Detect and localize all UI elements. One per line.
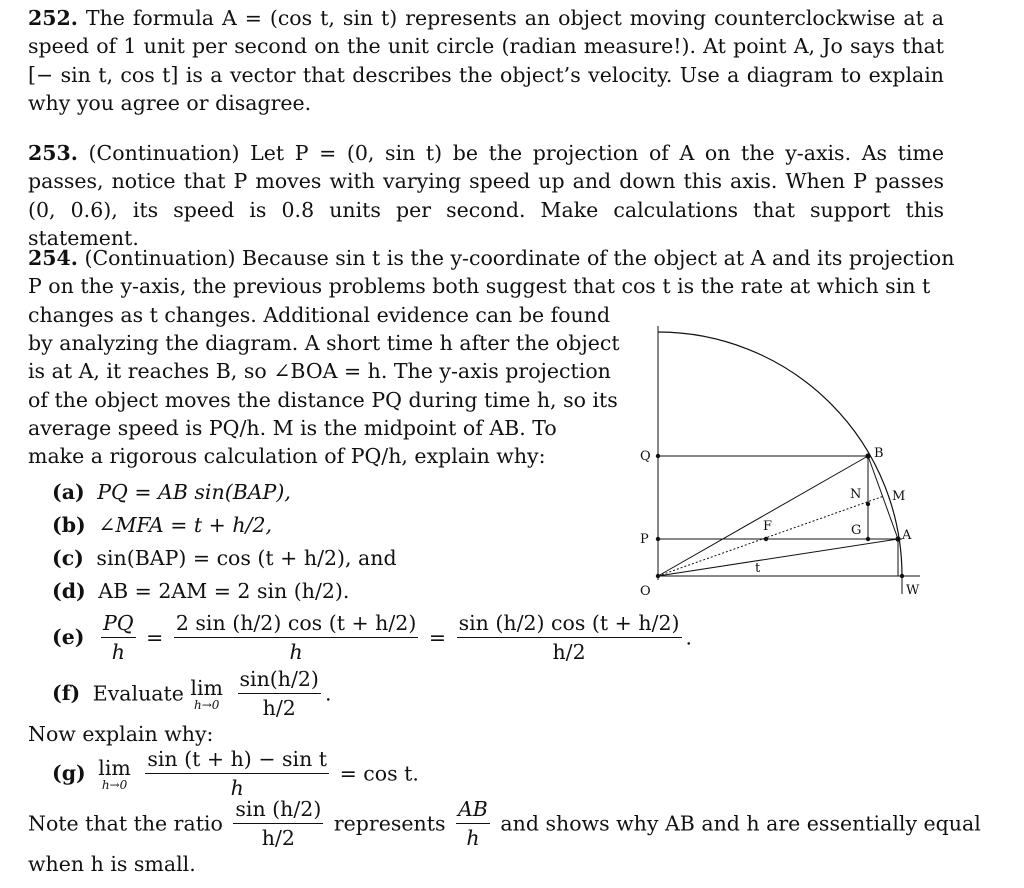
fraction-denominator: h: [230, 776, 244, 800]
fraction: [101, 610, 136, 665]
item-f: [52, 666, 331, 721]
point-p: [656, 537, 660, 541]
fraction-denominator: h/2: [261, 826, 295, 850]
problem-number: 254.: [28, 246, 78, 270]
label-o: O: [640, 584, 651, 599]
item-label: (c): [52, 546, 84, 570]
limit-operator: [98, 757, 131, 791]
note-line: [28, 796, 981, 851]
problem-253: [28, 139, 944, 253]
fraction-denominator: h: [289, 640, 303, 664]
fraction-numerator: 2 sin (h/2) cos (t + h/2): [174, 610, 418, 638]
point-n: [866, 502, 870, 506]
item-text: ∠MFA = t + h/2,: [98, 513, 273, 537]
note-text: represents: [333, 811, 446, 836]
point-q: [656, 454, 660, 458]
lim-subscript: h→0: [101, 777, 128, 792]
point-a: [895, 536, 900, 541]
fraction: [145, 746, 329, 801]
fraction-denominator: h/2: [552, 640, 586, 664]
item-e: [52, 610, 692, 665]
label-w: W: [906, 583, 920, 598]
label-p: P: [640, 532, 649, 547]
problem-text: (Continuation) Let P = (0, sin t) be the projection of A on the y-axis. As time passes, notice that P moves with varying speed up and down this axis. When P passes (0, 0.6), its speed is 0.8 units per second. Make calculations that support this statement.: [28, 141, 944, 251]
fraction-numerator: PQ: [101, 610, 136, 638]
problem-252: [28, 4, 944, 118]
fraction: [233, 796, 323, 851]
fraction: [238, 666, 321, 721]
label-f: F: [763, 519, 773, 534]
label-q: Q: [640, 449, 651, 464]
problem-254-line: average speed is PQ/h. M is the midpoint of AB. To: [28, 416, 557, 440]
problem-text: The formula A = (cos t, sin t) represents an object moving counterclockwise at a speed of 1 unit per second on the unit circle (radian measure!). At point A, Jo says that [− sin t, cos t] is a vector that describes the object’s velocity. Use a diagram to explain why you agree or disagree.: [28, 6, 944, 116]
item-b: [52, 511, 272, 539]
label-n: N: [850, 487, 862, 502]
point-o: [656, 574, 660, 578]
label-b: B: [874, 446, 884, 461]
point-g: [866, 537, 870, 541]
problem-254-line: [28, 244, 954, 272]
problem-254-line: of the object moves the distance PQ during time h, so its: [28, 388, 618, 412]
problem-number: 253.: [28, 141, 78, 165]
note-text: and shows why AB and h are essentially equal: [500, 811, 981, 836]
fraction-denominator: h: [111, 640, 125, 664]
problem-254-line: make a rigorous calculation of PQ/h, explain why:: [28, 444, 546, 468]
fraction-denominator: h/2: [262, 696, 296, 720]
problem-254-line: changes as t changes. Additional evidence can be found: [28, 303, 611, 327]
item-label: (f): [52, 681, 81, 706]
problem-254-line: is at A, it reaches B, so ∠BOA = h. The y-axis projection: [28, 359, 611, 383]
lim-text: lim: [98, 755, 131, 780]
radius-oa: [658, 539, 898, 576]
note-text: Note that the ratio: [28, 811, 223, 836]
equals-sign: =: [146, 625, 164, 650]
item-g: [52, 746, 419, 801]
fraction: [456, 796, 490, 851]
problem-254-line: P on the y-axis, the previous problems both suggest that cos t is the rate at which sin t: [28, 274, 931, 298]
item-text: Evaluate: [92, 681, 184, 706]
item-a: [52, 478, 291, 506]
radius-ob: [658, 456, 868, 576]
point-b: [865, 453, 870, 458]
limit-operator: [190, 677, 223, 711]
problem-text: (Continuation) Because sin t is the y-coordinate of the object at A and its projection: [84, 246, 955, 270]
fraction: [174, 610, 418, 665]
item-label: (a): [52, 480, 85, 504]
label-m: M: [892, 489, 906, 504]
period: .: [324, 681, 332, 706]
item-label: (b): [52, 513, 86, 537]
problem-number: 252.: [28, 6, 78, 30]
note-last-line: when h is small.: [28, 852, 196, 876]
fraction-numerator: AB: [456, 796, 490, 824]
fraction-numerator: sin (t + h) − sin t: [145, 746, 329, 774]
item-c: [52, 544, 397, 572]
fraction-numerator: sin(h/2): [238, 666, 321, 694]
explain-line: Now explain why:: [28, 722, 214, 746]
fraction: [457, 610, 682, 665]
label-g: G: [851, 523, 862, 538]
item-label: (g): [52, 761, 86, 786]
fraction-denominator: h: [466, 826, 480, 850]
unit-circle-diagram: [630, 318, 930, 608]
item-label: (d): [52, 579, 86, 603]
point-f: [764, 537, 768, 541]
fraction-numerator: sin (h/2): [233, 796, 323, 824]
label-t: t: [755, 561, 761, 576]
period: .: [685, 625, 693, 650]
lim-subscript: h→0: [193, 697, 220, 712]
equals-sign: =: [428, 625, 447, 650]
item-d: [52, 577, 349, 605]
item-label: (e): [52, 625, 85, 650]
item-text: AB = 2AM = 2 sin (h/2).: [98, 579, 350, 603]
label-a: A: [902, 528, 912, 543]
lim-text: lim: [190, 675, 223, 700]
fraction-numerator: sin (h/2) cos (t + h/2): [457, 610, 682, 638]
point-w: [900, 574, 904, 578]
problem-254-line: by analyzing the diagram. A short time h after the object: [28, 331, 620, 355]
item-text: PQ = AB sin(BAP),: [97, 480, 291, 504]
item-text: sin(BAP) = cos (t + h/2), and: [96, 546, 397, 570]
equation-rhs: = cos t.: [339, 761, 419, 786]
